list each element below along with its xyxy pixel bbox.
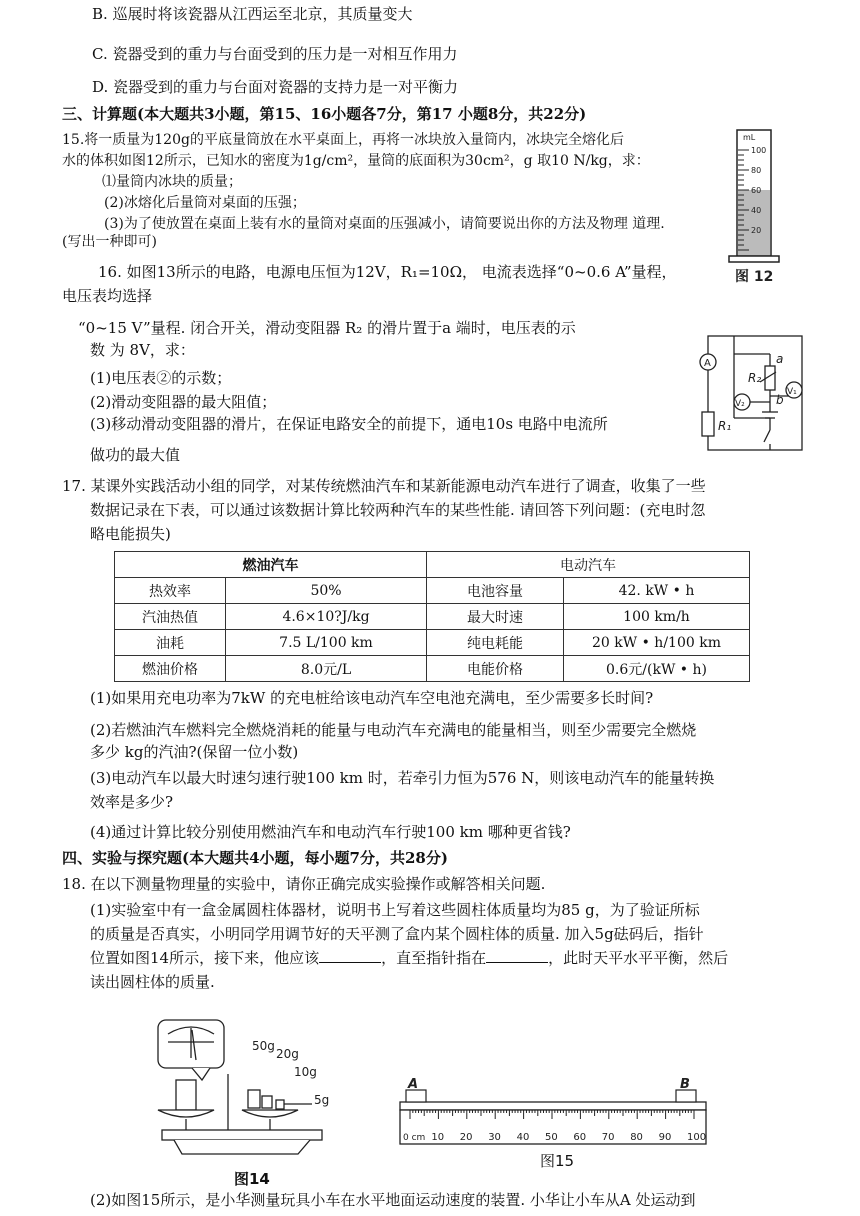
- table-cell: 纯电耗能: [427, 630, 564, 656]
- metal-cylinder: [176, 1080, 196, 1110]
- ammeter-label: A: [704, 358, 711, 369]
- table-header-fuel-car: 燃油汽车: [115, 552, 427, 578]
- q15-line-2: 水的体积如图12所示，已知水的密度为1g/cm²，量筒的底面积为30cm²，g 取10 N/kg，求：: [62, 153, 650, 169]
- q16-line-2: 电压表均选择: [62, 287, 153, 305]
- table-row: [115, 578, 750, 604]
- q17-part-2-cont: 多少 kg的汽油?(保留一位小数): [90, 743, 299, 761]
- q16-part-3-cont: 做功的最大值: [90, 446, 181, 464]
- q17-line-2: 数据记录在下表，可以通过该数据计算比较两种汽车的某些性能. 请回答下列问题：(充电时忽: [90, 501, 706, 519]
- section-4-heading: 四、实验与探究题(本大题共4小题，每小题7分，共28分): [62, 849, 448, 867]
- table-cell: 7.5 L/100 km: [226, 630, 427, 656]
- voltmeter-1-label: V₁: [787, 387, 797, 397]
- figure-14-balance: [152, 1014, 342, 1166]
- q17-part-4: (4)通过计算比较分别使用燃油汽车和电动汽车行驶100 km 哪种更省钱?: [90, 823, 571, 841]
- q16-line-3: “0~15 V”量程. 闭合开关，滑动变阻器 R₂ 的滑片置于a 端时，电压表的示: [78, 319, 576, 337]
- table-cell: 最大时速: [427, 604, 564, 630]
- ruler-tick-label: 30: [488, 1132, 501, 1143]
- cylinder-tick-label: 20: [751, 226, 762, 235]
- figure-15-track: [396, 1078, 716, 1146]
- weight-10g: [276, 1100, 284, 1109]
- q17-line-3: 略电能损失): [90, 525, 171, 543]
- section-3-heading: 三、计算题(本大题共3小题，第15、16小题各7分，第17 小题8分，共22分): [62, 105, 587, 123]
- ruler-tick-label: 90: [658, 1132, 672, 1143]
- q18-part-1-line-3: [90, 948, 728, 968]
- q15-part-2: (2)冰熔化后量筒对桌面的压强；: [104, 195, 306, 211]
- table-cell: 燃油价格: [115, 656, 226, 682]
- cylinder-tick-label: 60: [751, 186, 762, 195]
- table-header-row: [115, 552, 750, 578]
- table-cell: 汽油热值: [115, 604, 226, 630]
- table-cell: 20 kW • h/100 km: [564, 630, 750, 656]
- voltmeter-2-label: V₂: [735, 399, 745, 409]
- q16-part-2: (2)滑动变阻器的最大阻值；: [90, 393, 277, 411]
- weight-label-50g: 50g: [252, 1039, 275, 1053]
- q18-stem: 18. 在以下测量物理量的实验中，请你正确完成实验操作或解答相关问题.: [62, 875, 546, 893]
- table-row: [115, 630, 750, 656]
- q17-line-1: 17. 某课外实践活动小组的同学，对某传统燃油汽车和某新能源电动汽车进行了调查，收集了一些: [62, 477, 706, 495]
- option-d: D. 瓷器受到的重力与台面对瓷器的支持力是一对平衡力: [92, 78, 459, 96]
- weight-50g: [248, 1090, 260, 1108]
- figure-12-cylinder: [725, 124, 785, 286]
- table-cell: 42. kW • h: [564, 578, 750, 604]
- q16-line-4: 数 为 8V，求：: [90, 341, 195, 359]
- weight-20g: [262, 1096, 272, 1108]
- table-cell: 油耗: [115, 630, 226, 656]
- q16-part-3: (3)移动滑动变阻器的滑片，在保证电路安全的前提下，通电10s 电路中电流所: [90, 415, 608, 433]
- point-a-label: a: [776, 352, 784, 366]
- q17-part-1: (1)如果用充电功率为7kW 的充电桩给该电动汽车空电池充满电，至少需要多长时间?: [90, 689, 654, 707]
- q17-part-3: (3)电动汽车以最大时速匀速行驶100 km 时，若牵引力恒为576 N，则该电动汽车的能量转换: [90, 769, 715, 787]
- ruler-start-label: 0 cm: [403, 1133, 426, 1143]
- q18-part-1-line-2: 的质量是否真实，小明同学用调节好的天平测了盒内某个圆柱体的质量. 加入5g砝码后，指针: [90, 925, 704, 943]
- q18-text-a: 位置如图14所示，接下来，他应该: [90, 949, 320, 967]
- cylinder-tick-label: 40: [751, 206, 762, 215]
- figure-12-caption: 图 12: [735, 269, 774, 285]
- ruler-tick-label: 50: [545, 1132, 558, 1143]
- table-cell: 50%: [226, 578, 427, 604]
- q17-part-2: (2)若燃油汽车燃料完全燃烧消耗的能量与电动汽车充满电的能量相当，则至少需要完全燃烧: [90, 721, 697, 739]
- q15-part-3-cont: (写出一种即可): [62, 234, 157, 250]
- q17-part-3-cont: 效率是多少?: [90, 793, 174, 811]
- table-row: [115, 656, 750, 682]
- ruler-tick-label: 70: [601, 1132, 615, 1143]
- r2-label: R₂: [748, 371, 762, 385]
- ruler-tick-label: 100: [687, 1132, 707, 1143]
- table-cell: 4.6×10?J/kg: [226, 604, 427, 630]
- ruler-tick-label: 60: [573, 1132, 587, 1143]
- figure-14-caption: 图14: [234, 1170, 270, 1188]
- option-c: C. 瓷器受到的重力与台面受到的压力是一对相互作用力: [92, 45, 458, 63]
- cylinder-tick-label: 80: [751, 166, 762, 175]
- q16-part-1: (1)电压表②的示数；: [90, 369, 232, 387]
- ruler-tick-label: 40: [516, 1132, 530, 1143]
- figure-13-circuit: [690, 330, 810, 454]
- answer-blank-2[interactable]: [486, 948, 548, 963]
- r1-label: R₁: [718, 419, 732, 433]
- car-data-table: [114, 551, 750, 682]
- q15-part-1: ⑴量筒内冰块的质量；: [102, 174, 242, 190]
- q18-text-b: ，直至指针指在: [381, 949, 487, 967]
- ruler-tick-label: 10: [431, 1132, 445, 1143]
- q18-part-1-line-4: 读出圆柱体的质量.: [90, 973, 215, 991]
- option-b: B. 巡展时将该瓷器从江西运至北京，其质量变大: [92, 5, 413, 23]
- cylinder-tick-label: 100: [751, 146, 767, 155]
- q18-text-c: ，此时天平水平平衡，然后: [548, 949, 729, 967]
- table-cell: 电池容量: [427, 578, 564, 604]
- ruler-tick-label: 20: [459, 1132, 473, 1143]
- point-a-label: A: [408, 1078, 419, 1092]
- q18-part-1-line-1: (1)实验室中有一盒金属圆柱体器材，说明书上写着这些圆柱体质量均为85 g，为了验证所标: [90, 901, 700, 919]
- table-cell: 热效率: [115, 578, 226, 604]
- q18-part-2: (2)如图15所示，是小华测量玩具小车在水平地面运动速度的装置. 小华让小车从A 处运动到: [90, 1191, 696, 1209]
- q16-line-1: 16. 如图13所示的电路，电源电压恒为12V，R₁=10Ω， 电流表选择“0~0.6 A”量程，: [98, 263, 677, 281]
- ruler-tick-label: 80: [630, 1132, 643, 1143]
- q15-part-3: (3)为了使放置在桌面上装有水的量筒对桌面的压强减小，请简要说出你的方法及物理 道理.: [104, 216, 665, 232]
- cylinder-unit-label: mL: [743, 133, 756, 142]
- figure-15-caption: 图15: [540, 1152, 575, 1170]
- table-cell: 0.6元/(kW • h): [564, 656, 750, 682]
- q15-line-1: 15.将一质量为120g的平底量筒放在水平桌面上，再将一冰块放入量筒内，冰块完全熔化后: [62, 132, 624, 148]
- weight-label-5g: 5g: [314, 1093, 330, 1107]
- point-b-label: B: [680, 1078, 690, 1092]
- weight-label-20g: 20g: [276, 1047, 299, 1061]
- table-cell: 8.0元/L: [226, 656, 427, 682]
- table-row: [115, 604, 750, 630]
- table-cell: 电能价格: [427, 656, 564, 682]
- point-b-label: b: [776, 393, 784, 407]
- answer-blank-1[interactable]: [319, 948, 381, 963]
- table-cell: 100 km/h: [564, 604, 750, 630]
- weight-label-10g: 10g: [294, 1065, 317, 1079]
- table-header-electric-car: 电动汽车: [427, 552, 750, 578]
